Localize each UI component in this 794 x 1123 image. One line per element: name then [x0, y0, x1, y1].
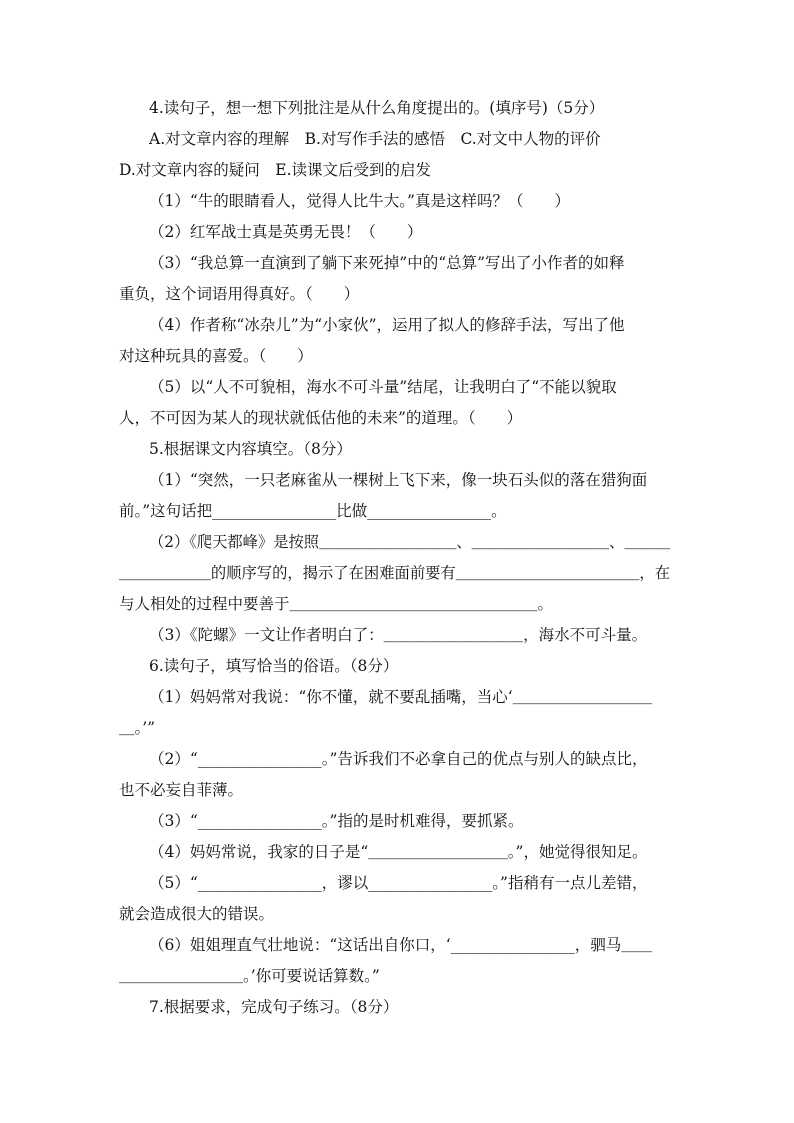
q4-item-1: （1）“牛的眼睛看人，觉得人比牛大。”真是这样吗？（ ）	[149, 192, 570, 210]
q6-item-2-cont: 也不必妄自菲薄。	[119, 781, 244, 799]
q4-item-5-cont: 人，不可因为某人的现状就低估他的未来”的道理。（ ）	[119, 409, 523, 427]
q5-item-1: （1）“突然，一只老麻雀从一棵树上飞下来，像一块石头似的落在猎狗面	[149, 471, 648, 489]
q4-item-5: （5）以“人不可貌相，海水不可斗量”结尾，让我明白了“不能以貌取	[149, 378, 617, 396]
q4-item-3: （3）“我总算一直演到了躺下来死掉”中的“总算”写出了小作者的如释	[149, 254, 625, 272]
question-6-heading: 6.读句子，填写恰当的俗语。（8分）	[149, 657, 399, 675]
q5-item-2-cont2: 与人相处的过程中要善于＿＿＿＿＿＿＿＿＿＿＿＿＿＿＿＿。	[119, 595, 554, 613]
q5-item-1-cont: 前。”这句话把________________比做________________。	[119, 502, 507, 520]
q5-item-2-cont: ＿＿＿＿＿＿的顺序写的，揭示了在困难面前要有＿＿＿＿＿＿＿＿＿＿＿＿，在	[119, 564, 671, 582]
q6-item-6: （6）姐姐理直气壮地说：“这话出自你口，‘________________，驷马＿＿	[149, 936, 653, 954]
question-5-heading: 5.根据课文内容填空。（8分）	[149, 440, 352, 458]
option-line-de: D.对文章内容的疑问 E.读课文后受到的启发	[119, 161, 432, 179]
q6-item-5-cont: 就会造成很大的错误。	[119, 905, 275, 923]
q6-item-5: （5）“________________，谬以________________。”指稍有一点儿差错，	[149, 874, 648, 892]
option-line-abc: A.对文章内容的理解 B.对写作手法的感悟 C.对文中人物的评价	[149, 130, 601, 148]
q6-item-2: （2）“________________。”告诉我们不必拿自己的优点与别人的缺点比，	[149, 750, 648, 768]
q4-item-4: （4）作者称“冰杂儿”为“小家伙”，运用了拟人的修辞手法，写出了他	[149, 316, 625, 334]
q4-item-2: （2）红军战士真是英勇无畏！（ ）	[149, 223, 423, 241]
q6-item-4: （4）妈妈常说，我家的日子是“＿＿＿＿＿＿＿＿＿。”，她觉得很知足。	[149, 843, 648, 861]
q6-item-1: （1）妈妈常对我说：“你不懂，就不要乱插嘴，当心‘＿＿＿＿＿＿＿＿＿	[149, 688, 653, 706]
q6-item-1-cont: ＿。’”	[119, 719, 156, 737]
question-4-heading: 4.读句子，想一想下列批注是从什么角度提出的。(填序号)（5分）	[149, 99, 605, 117]
question-7-heading: 7.根据要求，完成句子练习。（8分）	[149, 998, 399, 1016]
q4-item-3-cont: 重负，这个词语用得真好。（ ）	[119, 285, 360, 303]
q5-item-3: （3）《陀螺》一文让作者明白了：＿＿＿＿＿＿＿＿＿，海水不可斗量。	[149, 626, 648, 644]
q6-item-6-cont: ＿＿＿＿＿＿＿＿。’你可要说话算数。”	[119, 967, 380, 985]
q5-item-2: （2）《爬天都峰》是按照＿＿＿＿＿＿＿＿＿、＿＿＿＿＿＿＿＿＿、＿＿＿	[149, 533, 671, 551]
q4-item-4-cont: 对这种玩具的喜爱。（ ）	[119, 347, 313, 365]
q6-item-3: （3）“________________。”指的是时机难得，要抓紧。	[149, 812, 524, 830]
